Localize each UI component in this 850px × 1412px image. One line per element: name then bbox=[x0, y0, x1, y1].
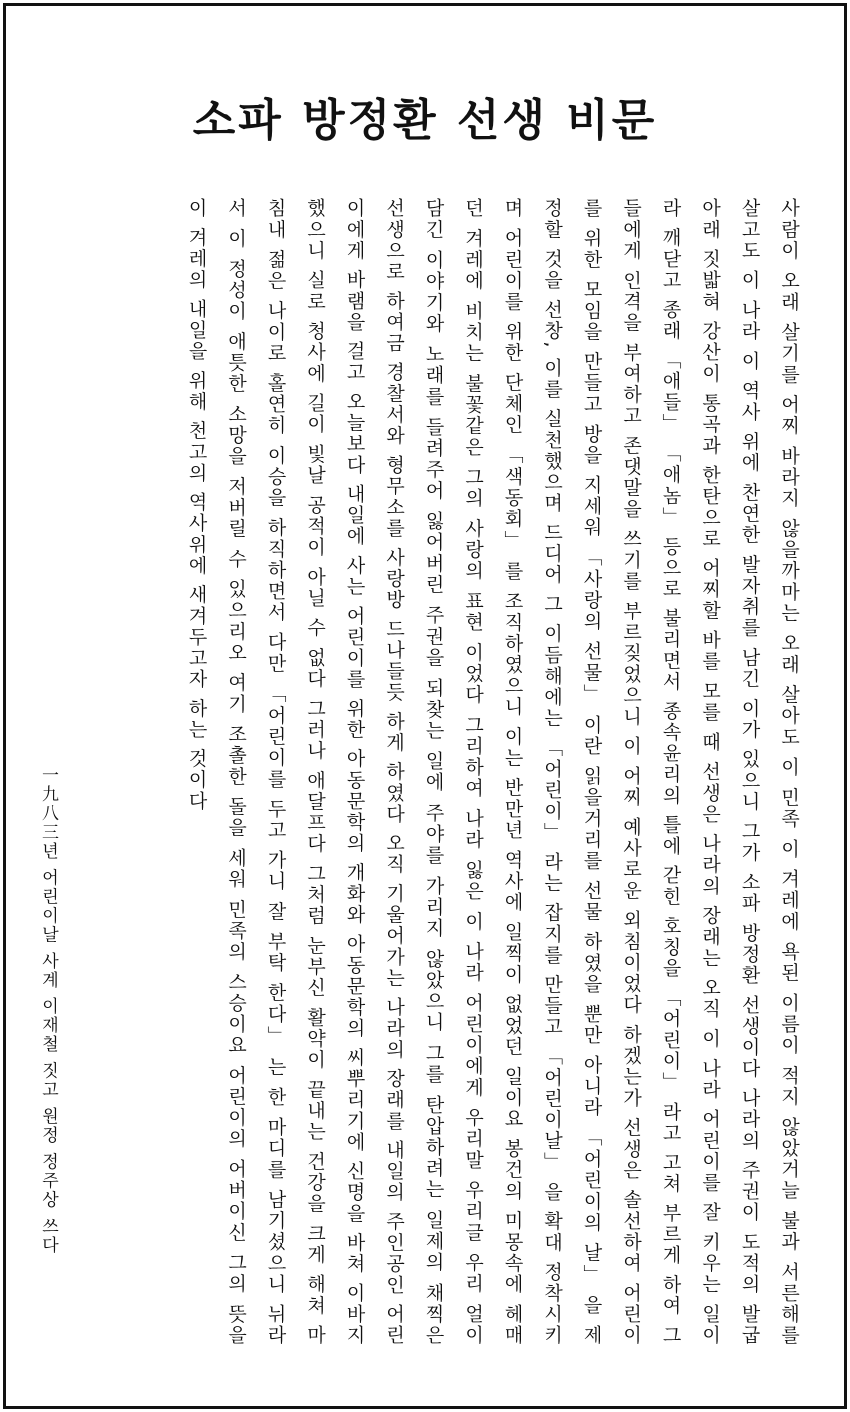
inscription-signature: 一九八三년 어린이날 사계 이재철 짓고 원정 정주상 쓰다 bbox=[38, 766, 58, 1255]
inscription-body bbox=[176, 198, 808, 1346]
inscription-body-text: 사람이 오래 살기를 어찌 바라지 않을까마는 오래 살아도 이 민족 이 겨레에 욕된 이름이 적지 않았거늘 불과 서른해를 살고도 이 나라 이 역사 위에 찬연한 발자취를 남긴 이가 있으니 그가 소파 방정환 선생이다 나라의 주권이 도적의 발굽 아래 짓밟혀 강산이 통곡과 한탄으로 어찌할 바를 모를 때 선생은 나라의 장래는 오직 이 나라 어린이를 잘 키우는 일이라 깨닫고 종래 「애들」 「애놈」 등으로 불리면서 종속윤리의 틀에 갇힌 호칭을 「어린이」 라고 고쳐 부르게 하여 그들에게 인격을 부여하고 존댓말을 쓰기를 부르짖었으니 이 어찌 예사로운 외침이었다 하겠는가 선생은 솔선하여 어린이를 위한 모임을 만들고 방을 지세워 「사랑의 선물」 이란 읽을거리를 선물 하였을 뿐만 아니라 「어린이의 날」 을 제정할 것을 선창, 이를 실천했으며 드디어 그 이듬해에는 「어린이」 라는 잡지를 만들고 「어린이날」 을 확대 정착시키며 어린이를 위한 단체인 「색동회」 를 조직하였으니 이는 반만년 역사에 일찍이 없었던 일이요 봉건의 미몽속에 헤매던 겨레에 비치는 불꽃같은 그의 사랑의 표현 이었다 그리하여 나라 잃은 이 나라 어린이에게 우리말 우리글 우리 얼이 담긴 이야기와 노래를 들려주어 잃어버린 주권을 되찾는 일에 주야를 가리지 않았으니 그를 탄압하려는 일제의 채찍은 선생으로 하여금 경찰서와 형무소를 사랑방 드나들듯 하게 하였다 오직 기울어가는 나라의 장래를 내일의 주인공인 어린이에게 바램을 걸고 오늘보다 내일에 사는 어린이를 위한 아동문학의 개화와 아동문학의 씨뿌리기에 신명을 바쳐 이바지했으니 실로 청사에 길이 빛날 공적이 아닐 수 없다 그러나 애달프다 그처럼 눈부신 활약이 끝내는 건강을 크게 해쳐 마침내 젊은 나이로 홀연히 이승을 하직하면서 다만 「어린이를 두고 가니 잘 부탁 한다」 는 한 마디를 남기셨으니 뉘라서 이 정성이 애틋한 소망을 저버릴 수 있으리오 여기 조촐한 돌을 세워 민족의 스승이요 어린이의 어버이신 그의 뜻을 이 겨레의 내일을 위해 천고의 역사위에 새겨두고자 하는 것이다 bbox=[185, 198, 800, 1346]
inscription-title: 소파 방정환 선생 비문 bbox=[192, 95, 658, 146]
inscription-frame bbox=[3, 3, 847, 1409]
